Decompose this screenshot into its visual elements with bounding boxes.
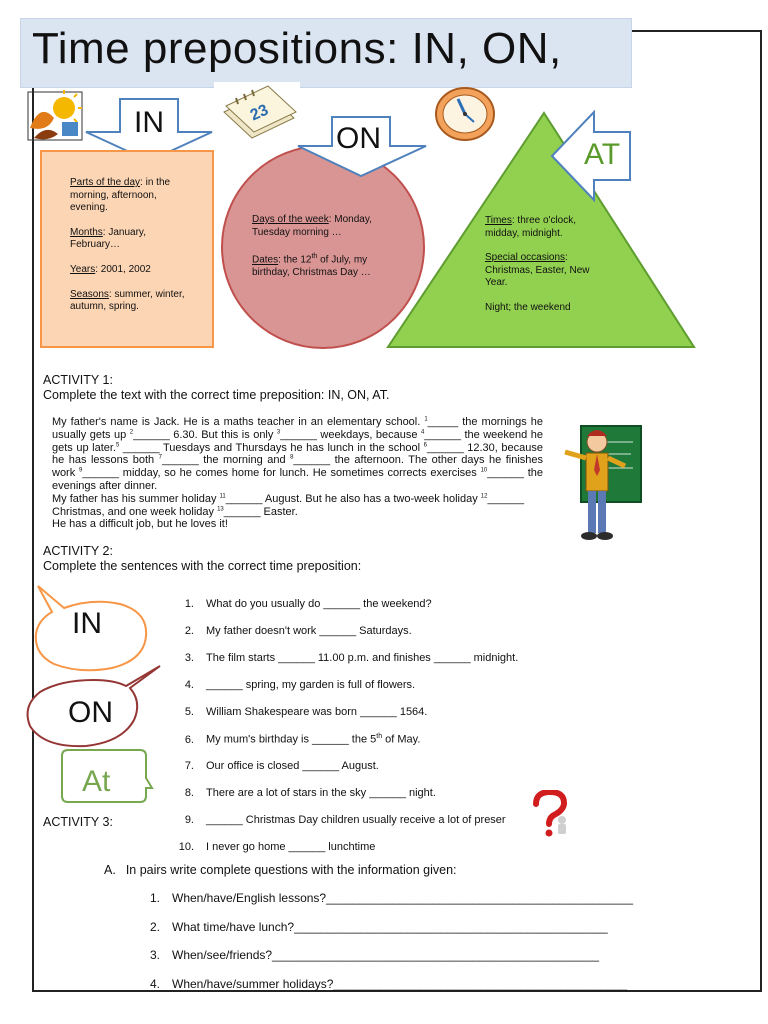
- list-item: 9. ______ Christmas Day children usually receive a lot of preser: [184, 814, 506, 826]
- at-label: AT: [584, 138, 621, 171]
- on-bubble-label: ON: [68, 696, 113, 729]
- at-special: Special occasions: Christmas, Easter, New Year.: [485, 252, 590, 289]
- activity1-heading: ACTIVITY 1:: [43, 373, 113, 387]
- on-label: ON: [336, 122, 381, 155]
- activity2-instruction: Complete the sentences with the correct time preposition:: [43, 559, 362, 573]
- at-bubble-label: At: [82, 765, 111, 798]
- list-item: 1. When/have/English lessons?______________________________________________: [149, 891, 634, 905]
- list-item: 3. When/see/friends?_________________________________________________: [149, 948, 600, 962]
- list-item: 4. ______ spring, my garden is full of flowers.: [184, 679, 416, 691]
- at-night: Night; the weekend: [485, 301, 571, 313]
- in-box-text: [70, 177, 188, 314]
- seasons-icon: [24, 88, 86, 144]
- activity3-heading: ACTIVITY 3:: [43, 815, 113, 829]
- list-item: 5. William Shakespeare was born ______ 1564.: [184, 706, 428, 718]
- activity2-heading: ACTIVITY 2:: [43, 544, 113, 558]
- on-days: Days of the week: Monday, Tuesday morning …: [252, 214, 372, 238]
- at-box-text: [485, 215, 613, 315]
- activity1-text: My father's name is Jack. He is a maths teacher in an elementary school. $^1$_____ the mornings he usually gets up $^2$______ 6.30. But this is only $^3$______ weekdays, because $^4$______ the weekend he gets up later.$^5$ ______ Tuesdays and Thursdays he has lunch in the school $^6$______ 12.30, because he has lessons both $^7$______ the morning and $^8$______ the afternoon. The other days he finishes work $^9$______ midday, so he comes home for lunch. He sometimes corrects exercises $^{10}$______ the evenings after dinner. My father has his summer holiday $^{11}$______ August. But he also has a two-week holiday $^{12}$______ Christmas, and one week holiday $^{13}$______ Easter. He has a difficult job, but he loves it!: [52, 416, 543, 531]
- list-item: 2. What time/have lunch?_______________________________________________: [149, 920, 608, 934]
- at-times: Times: three o'clock, midday, midnight.: [485, 215, 577, 239]
- list-item: 8. There are a lot of stars in the sky ______ night.: [184, 787, 436, 799]
- in-months: Months: January, February…: [70, 226, 146, 251]
- calendar-number: 23: [247, 101, 272, 125]
- list-item: 4. When/have/summer holidays?____________________________________________: [149, 977, 628, 991]
- in-label: IN: [134, 106, 164, 139]
- list-item: 3. The film starts ______ 11.00 p.m. and finishes ______ midnight.: [184, 652, 519, 664]
- list-item: 1. What do you usually do ______ the weekend?: [184, 598, 432, 610]
- page-title: Time prepositions: IN, ON,: [32, 24, 562, 73]
- in-seasons: Seasons: summer, winter, autumn, spring.: [70, 288, 185, 313]
- list-item: 6. My mum's birthday is ______ the 5th of May.: [184, 733, 421, 746]
- teacher-icon: [553, 422, 643, 544]
- activity3-part-a: A. In pairs write complete questions with the information given:: [104, 863, 457, 877]
- activity1-instruction: Complete the text with the correct time preposition: IN, ON, AT.: [43, 388, 390, 402]
- question-mark-icon: [520, 790, 580, 838]
- on-box-text: [252, 214, 390, 280]
- in-parts-of-day: Parts of the day: in the morning, afternoon, evening.: [70, 177, 171, 214]
- in-bubble-label: IN: [72, 607, 102, 640]
- list-item: 10. I never go home ______ lunchtime: [178, 841, 376, 853]
- in-years: Years: 2001, 2002: [70, 263, 151, 275]
- list-item: 7. Our office is closed ______ August.: [184, 760, 379, 772]
- on-dates: Dates: the 12th of July, my birthday, Christmas Day …: [252, 253, 371, 279]
- list-item: 2. My father doesn't work ______ Saturdays.: [184, 625, 412, 637]
- calendar-icon: [214, 82, 300, 140]
